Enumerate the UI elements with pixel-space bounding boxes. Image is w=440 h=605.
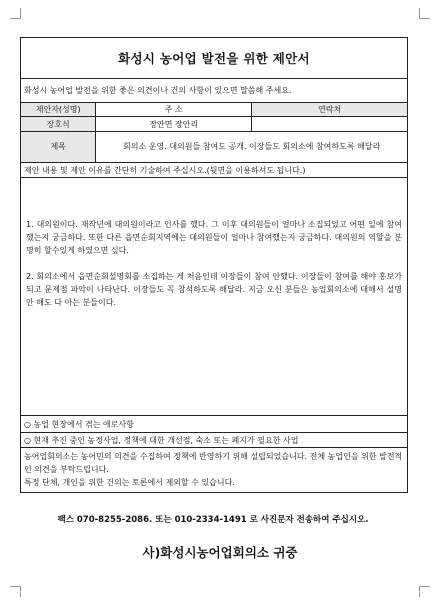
section-policy-improvements: ○ 현재 추진 중인 농정사업, 정책에 대한 개선점, 숙소 또는 폐지가 필요한 사업 — [21, 433, 407, 448]
section-difficulties: ○ 농업 현장에서 겪는 애로사항 — [21, 416, 407, 433]
area-label: 장호식 — [21, 117, 96, 132]
note-1: 농어업회의소는 농어민의 의견을 수집하여 정책에 반영하기 위해 설립되었습니다. 전체 농업인을 위한 발전적인 의견을 부탁드립니다. — [24, 452, 403, 474]
fax-instruction: 팩스 070-8255-2086. 또는 010-2334-1491 로 사진문자 전송하여 주십시오. — [57, 515, 369, 525]
contact-label: 연락처 — [252, 103, 407, 117]
crop-mark-bottom-left — [10, 586, 21, 597]
subject-label: 제목 — [21, 132, 96, 163]
crop-mark-top-right — [419, 8, 430, 19]
notes — [21, 448, 407, 492]
crop-mark-top-left — [10, 8, 21, 19]
proposal-content — [21, 178, 407, 416]
proposer-label: 제안자(성명) — [21, 103, 96, 117]
intro-text: 화성시 농어업 발전을 위한 좋은 의견이나 건의 사항이 있으면 말씀해 주세요. — [21, 79, 407, 103]
form-title: 화성시 농어업 발전을 위한 제안서 — [21, 38, 407, 79]
note-2: 특정 단체, 개인을 위한 건의는 토론에서 제외할 수 있습니다. — [24, 478, 235, 487]
instructions: 제안 내용 및 제안 이유를 간단히 기술하여 주십시오.(뒷면을 이용하셔도 됩니다.) — [21, 163, 407, 178]
proposal-form — [20, 37, 408, 493]
info-table — [21, 103, 407, 163]
contact-value — [252, 117, 407, 132]
subject-value: 회의소 운영. 대의원들 참여도 공개. 이장들도 회의소에 참여하도록 해달라 — [96, 132, 407, 163]
content-paragraph-2: 2. 회의소에서 읍면순회설명회를 소집하는 게 처음인데 이장들이 참여 안했다. 이장들이 참여를 해야 홍보가 되고 문제점 파악이 나타난다. 이장들도 꼭 참석하도록 해달라. 지금 오신 분들은 농업회의소에 대해서 설명 안 해도 다 아는 분들이다. — [26, 272, 402, 307]
footer-recipient: 사)화성시농어업회의소 귀중 — [142, 545, 298, 560]
proposer-value: 주 소 — [96, 103, 252, 117]
content-paragraph-1: 1. 대의원이다. 재작년에 대의원이라고 인사를 했다. 그 이후 대의원들이 얼마나 소집되었고 어떤 일에 참여했는지 궁금하다. 또한 다른 읍면순회지역에는 대의원들이 얼마나 참여했는지 궁금하다. 대의원의 역할을 분명히 할수있게 하였으면 싶다. — [26, 220, 402, 255]
crop-mark-bottom-right — [419, 586, 430, 597]
area-value: 장안면 장안리 — [96, 117, 252, 132]
